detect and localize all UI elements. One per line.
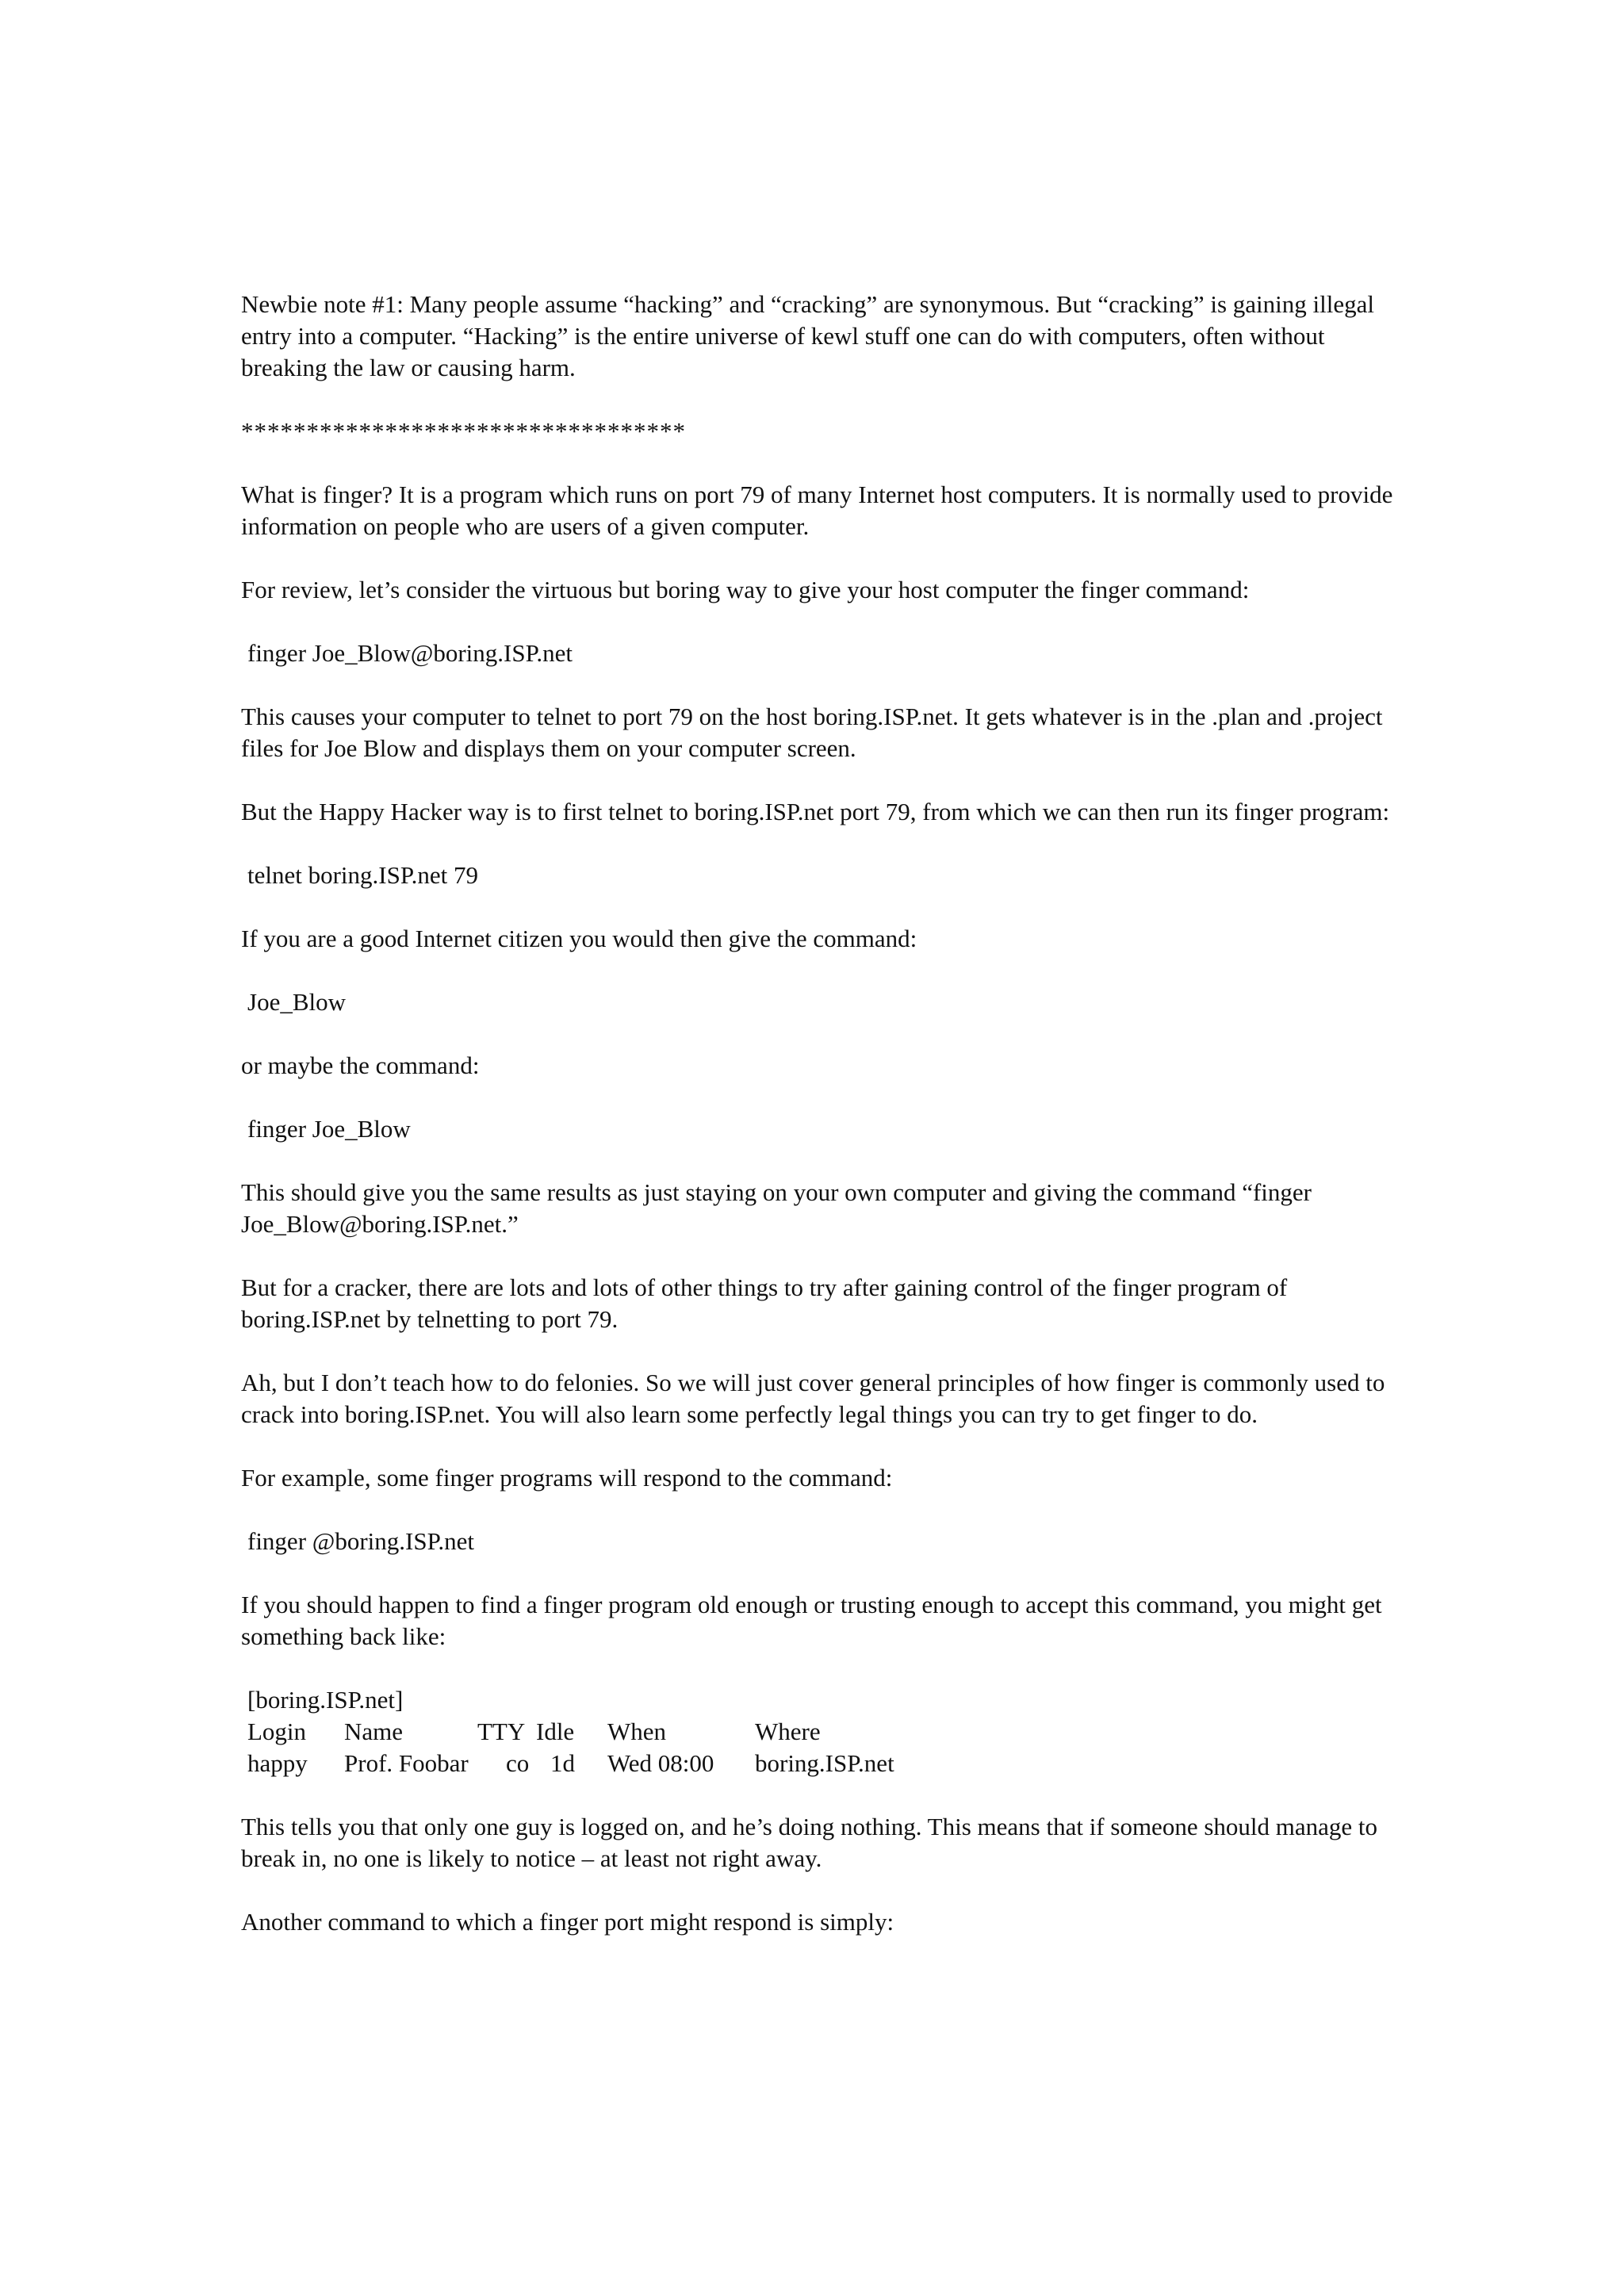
finger-output-data-row [247,1748,1399,1779]
paragraph-or-maybe: or maybe the command: [241,1051,480,1079]
finger-output-header-row [247,1716,1399,1748]
paragraph-for-cracker: But for a cracker, there are lots and lots of other things to try after gaining control of the finger program of boring.ISP.net by telnetting to port 79. [241,1273,1288,1333]
paragraph-for-review: For review, let’s consider the virtuous but boring way to give your host computer the finger command: [241,576,1250,603]
paragraph-same-results: This should give you the same results as just staying on your own computer and giving the command “finger Joe_Blow@boring.ISP.net.” [241,1178,1312,1238]
newbie-note: Newbie note #1: Many people assume “hacking” and “cracking” are synonymous. But “cracking” is gaining illegal entry into a computer. “Hacking” is the entire universe of kewl stuff one can do with computers, often without breaking the law or causing harm. [241,290,1374,381]
paragraph-for-example: For example, some finger programs will respond to the command: [241,1464,893,1492]
row-idle: 1d [550,1749,575,1777]
separator-stars: ********************************** [241,417,686,445]
header-idle: Idle [536,1718,575,1745]
paragraph-what-is-finger: What is finger? It is a program which runs on port 79 of many Internet host computers. It is normally used to provide information on people who are users of a given computer. [241,481,1393,540]
paragraph-happy-hacker: But the Happy Hacker way is to first telnet to boring.ISP.net port 79, from which we can then run its finger program: [241,798,1390,825]
row-tty: co [506,1749,530,1777]
paragraph-if-you-should: If you should happen to find a finger program old enough or trusting enough to accept this command, you might get something back like: [241,1591,1382,1650]
header-login: Login [247,1718,307,1745]
command-joe-blow: Joe_Blow [247,988,346,1016]
command-finger-joe: finger Joe_Blow@boring.ISP.net [247,639,573,667]
row-where: boring.ISP.net [755,1749,894,1777]
row-login: happy [247,1749,308,1777]
paragraph-another-command: Another command to which a finger port might respond is simply: [241,1908,894,1936]
header-tty: TTY [477,1718,526,1745]
header-where: Where [755,1718,821,1745]
header-when: When [607,1718,667,1745]
command-finger-at: finger @boring.ISP.net [247,1527,474,1555]
paragraph-good-citizen: If you are a good Internet citizen you would then give the command: [241,925,917,952]
command-finger-joe-local: finger Joe_Blow [247,1115,411,1143]
paragraph-only-one-guy: This tells you that only one guy is logged on, and he’s doing nothing. This means that if someone should manage to break in, no one is likely to notice – at least not right away. [241,1813,1378,1872]
finger-output-block [241,1684,1399,1779]
command-telnet: telnet boring.ISP.net 79 [247,861,479,889]
row-when: Wed 08:00 [607,1749,714,1777]
paragraph-this-causes: This causes your computer to telnet to port 79 on the host boring.ISP.net. It gets whatever is in the .plan and .project files for Joe Blow and displays them on your computer screen. [241,703,1383,762]
header-name: Name [344,1718,404,1745]
paragraph-felonies: Ah, but I don’t teach how to do felonies. So we will just cover general principles of how finger is commonly used to crack into boring.ISP.net. You will also learn some perfectly legal things you can try to get finger to do. [241,1369,1385,1428]
finger-output-host: [boring.ISP.net] [247,1686,404,1714]
row-name: Prof. Foobar [344,1749,469,1777]
document-page [241,289,1399,1970]
